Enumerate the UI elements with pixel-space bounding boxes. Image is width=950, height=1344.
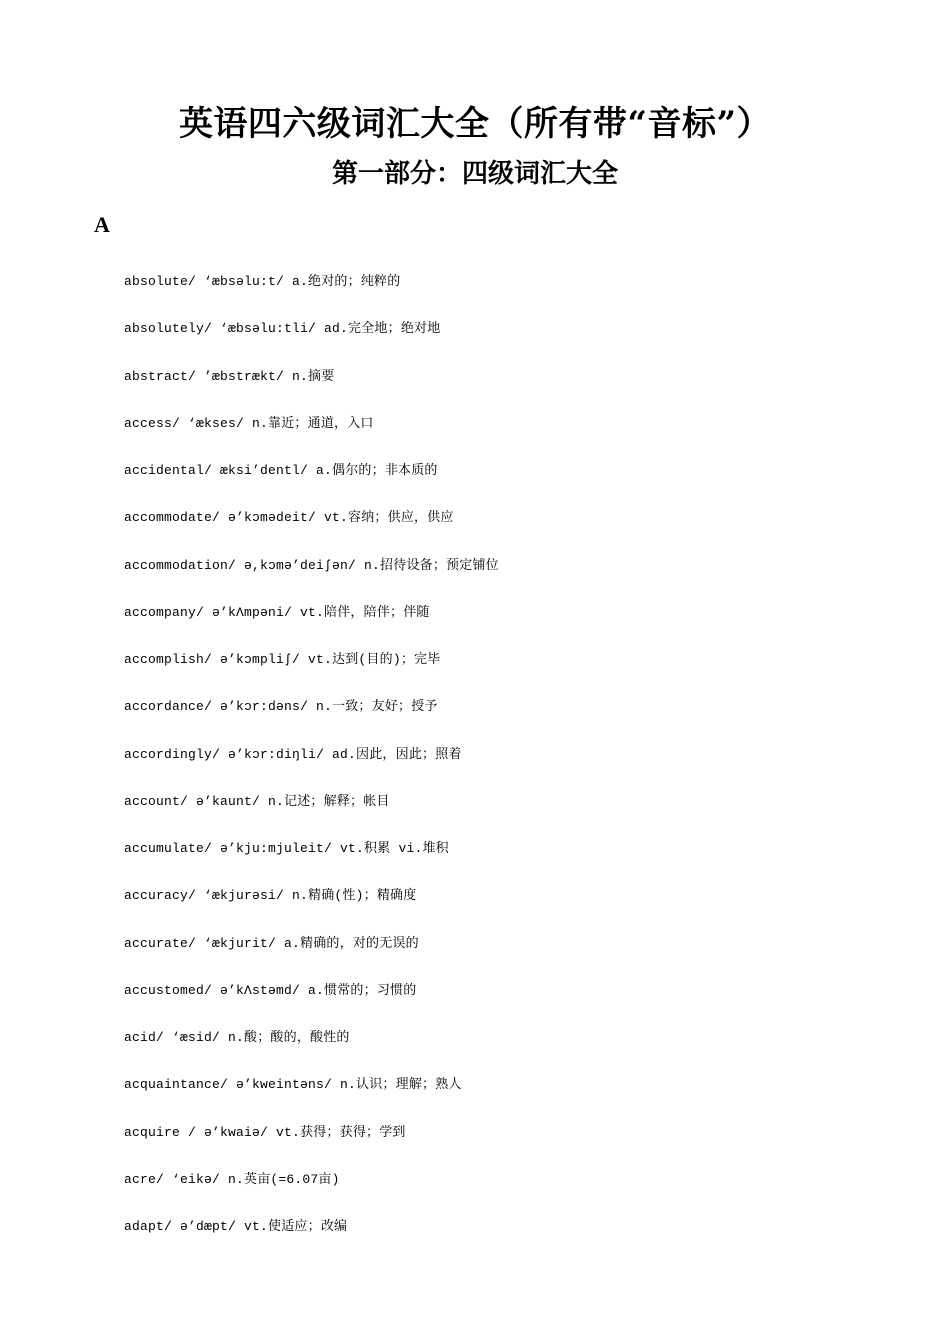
vocab-entry: absolute/ ‘æbsəlu:t/ a.绝对的；纯粹的 xyxy=(124,274,401,289)
vocab-entry: acquire / ə’kwaiə/ vt.获得；获得；学到 xyxy=(124,1124,406,1140)
document-title: 英语四六级词汇大全（所有带“音标”） xyxy=(178,104,772,144)
vocab-entry: accuracy/ ‘ækjurəsi/ n.精确(性)；精确度 xyxy=(124,888,417,904)
vocab-entry: acid/ ‘æsid/ n.酸；酸的，酸性的 xyxy=(124,1030,350,1045)
vocab-entry: accordance/ ə’kɔr:dəns/ n.一致；友好；授予 xyxy=(124,699,438,715)
vocab-entry: adapt/ ə’dæpt/ vt.使适应；改编 xyxy=(124,1219,348,1234)
vocab-entry: accidental/ æksi’dentl/ a.偶尔的；非本质的 xyxy=(124,463,438,478)
vocab-entry: accomplish/ ə’kɔmpliʃ/ vt.达到(目的)；完毕 xyxy=(124,652,441,667)
vocab-entry: accompany/ ə’kΛmpəni/ vt.陪伴，陪伴；伴随 xyxy=(124,604,430,620)
vocab-entry: acre/ ‘eikə/ n.英亩(=6.07亩) xyxy=(124,1171,340,1187)
section-letter-heading: A xyxy=(94,212,110,237)
vocab-entry: acquaintance/ ə’kweintəns/ n.认识；理解；熟人 xyxy=(124,1077,462,1093)
vocab-entry: account/ ə’kaunt/ n.记述；解释；帐目 xyxy=(124,793,390,809)
vocab-entry: absolutely/ ‘æbsəlu:tli/ ad.完全地；绝对地 xyxy=(124,321,441,337)
vocab-entry: accommodation/ ə,kɔmə’deiʃən/ n.招待设备；预定铺位 xyxy=(124,557,499,573)
vocabulary-list xyxy=(124,272,499,1264)
document-subtitle: 第一部分：四级词汇大全 xyxy=(331,159,618,189)
vocab-entry: accustomed/ ə’kΛstəmd/ a.惯常的；习惯的 xyxy=(124,982,417,998)
vocab-entry: accordingly/ ə’kɔr:diŋli/ ad.因此，因此；照着 xyxy=(124,746,462,762)
vocab-entry: accumulate/ ə’kju:mjuleit/ vt.积累 vi.堆积 xyxy=(124,841,449,856)
vocab-entry: abstract/ ’æbstrækt/ n.摘要 xyxy=(124,368,335,384)
vocab-entry: accommodate/ ə’kɔmədeit/ vt.容纳；供应，供应 xyxy=(124,510,454,526)
vocab-entry: access/ ‘ækses/ n.靠近；通道，入口 xyxy=(124,415,374,431)
vocab-entry: accurate/ ‘ækjurit/ a.精确的，对的无误的 xyxy=(124,935,419,951)
